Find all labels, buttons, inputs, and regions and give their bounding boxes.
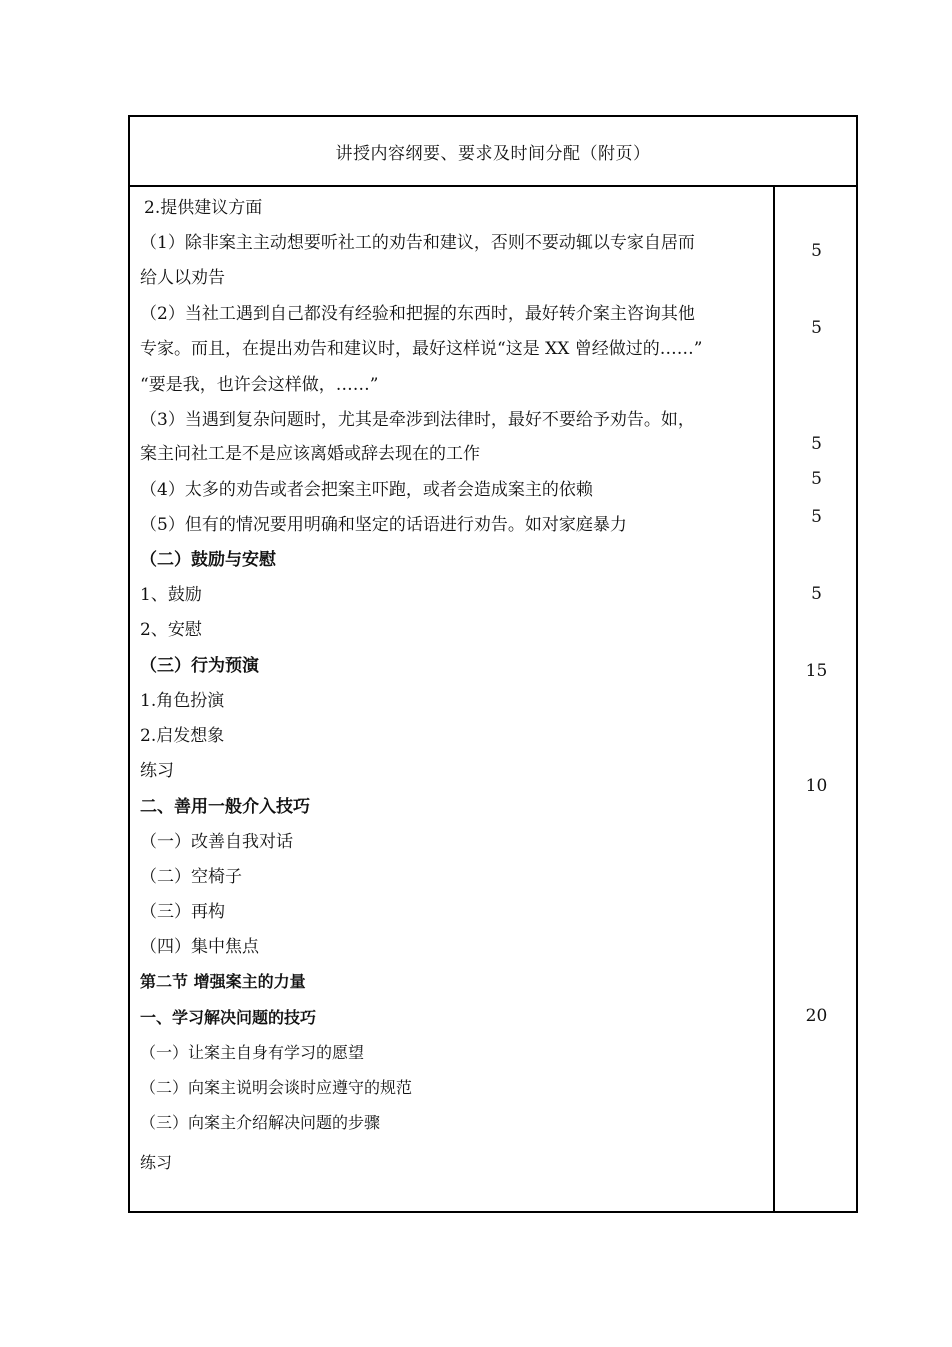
time-value: 5 — [811, 318, 822, 338]
content-line: （二）向案主说明会谈时应遵守的规范 — [140, 1078, 413, 1097]
content-line: 给人以劝告 — [140, 268, 225, 288]
content-line: 练习 — [140, 1153, 173, 1172]
content-line: （1）除非案主主动想要听社工的劝告和建议，否则不要动辄以专家自居而 — [140, 233, 695, 253]
section-heading: （三）行为预演 — [140, 656, 259, 676]
content-line: 2.提供建议方面 — [144, 198, 263, 218]
content-line: 2.启发想象 — [140, 726, 225, 746]
content-line: 练习 — [140, 761, 174, 781]
section-heading: 二、善用一般介入技巧 — [140, 797, 310, 817]
content-line: 专家。而且，在提出劝告和建议时，最好这样说“这是 XX 曾经做过的……” — [140, 339, 703, 359]
content-line: （三）再构 — [140, 902, 225, 922]
time-value: 5 — [811, 507, 822, 527]
time-value: 5 — [811, 241, 822, 261]
time-value: 20 — [805, 1006, 828, 1026]
section-heading: （二）鼓励与安慰 — [140, 550, 276, 570]
content-line: 1.角色扮演 — [140, 691, 225, 711]
content-line: （2）当社工遇到自己都没有经验和把握的东西时，最好转介案主咨询其他 — [140, 304, 695, 324]
content-line: （一）改善自我对话 — [140, 832, 293, 852]
time-value: 5 — [811, 584, 822, 604]
content-line: （3）当遇到复杂问题时，尤其是牵涉到法律时，最好不要给予劝告。如， — [140, 410, 695, 430]
time-value: 5 — [811, 469, 822, 489]
content-line: （5）但有的情况要用明确和坚定的话语进行劝告。如对家庭暴力 — [140, 515, 627, 535]
content-line: “要是我，也许会这样做，……” — [140, 375, 379, 395]
content-line: （二）空椅子 — [140, 867, 242, 887]
content-line: （一）让案主自身有学习的愿望 — [140, 1043, 365, 1062]
content-line: 案主问社工是不是应该离婚或辞去现在的工作 — [140, 444, 480, 464]
time-value: 10 — [805, 776, 828, 796]
section-heading: 一、学习解决问题的技巧 — [140, 1008, 317, 1027]
section-heading: 第二节 增强案主的力量 — [140, 972, 306, 991]
content-line: （三）向案主介绍解决问题的步骤 — [140, 1113, 381, 1132]
lecture-outline-table — [128, 115, 858, 1213]
time-value: 15 — [805, 661, 828, 681]
content-line: （4）太多的劝告或者会把案主吓跑，或者会造成案主的依赖 — [140, 480, 593, 500]
table-header — [130, 117, 856, 187]
time-value: 5 — [811, 434, 822, 454]
content-line: （四）集中焦点 — [140, 937, 259, 957]
content-line: 1、鼓励 — [140, 585, 202, 605]
header-title: 讲授内容纲要、要求及时间分配（附页） — [335, 143, 651, 164]
content-line: 2、安慰 — [140, 620, 202, 640]
